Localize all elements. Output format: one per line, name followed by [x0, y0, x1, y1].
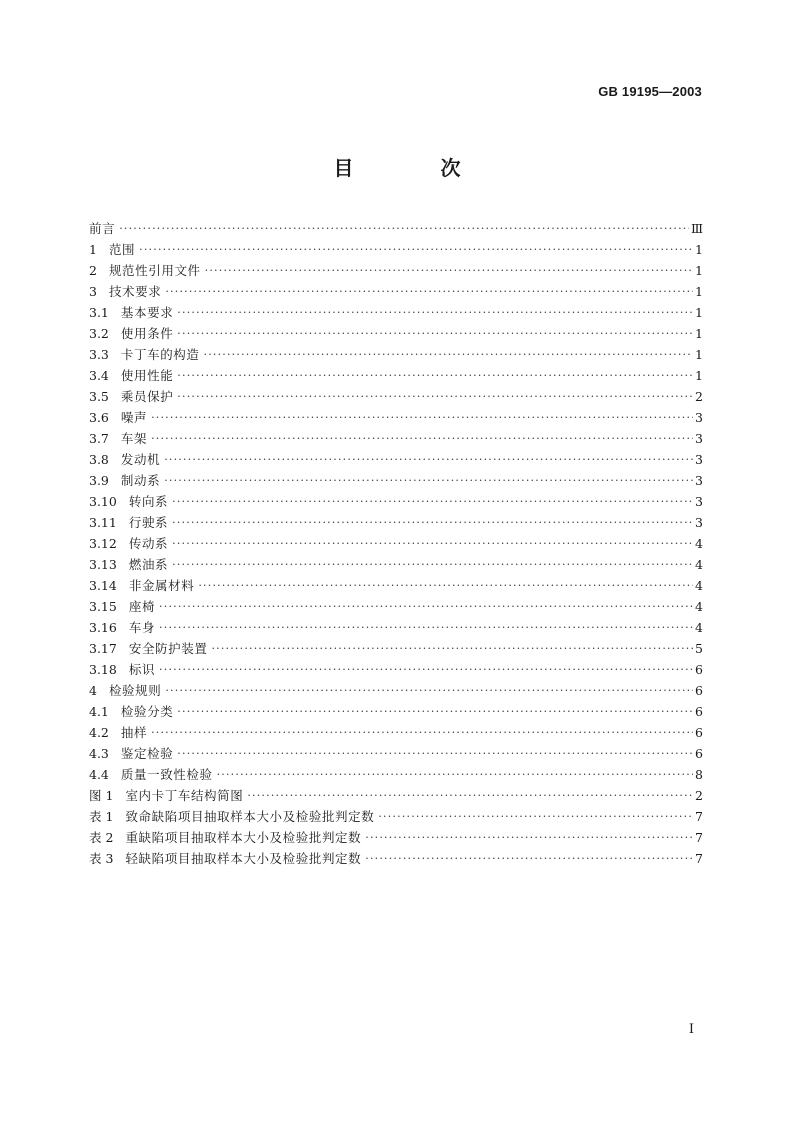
toc-entry[interactable]: [89, 596, 703, 617]
toc-entry-page: 6: [695, 683, 703, 698]
toc-entry-page: 3: [695, 515, 703, 530]
toc-entry-number: 4.2: [89, 725, 109, 740]
toc-dot-leader: [177, 302, 693, 323]
table-of-contents: [89, 218, 703, 869]
toc-entry-number: 表 2: [89, 830, 114, 845]
toc-entry-label: 车身: [128, 620, 156, 635]
toc-entry-label: 座椅: [128, 599, 156, 614]
toc-entry-label: 制动系: [120, 473, 161, 488]
toc-entry-label: 检验规则: [108, 683, 162, 698]
toc-entry[interactable]: [89, 470, 703, 491]
toc-entry-number: 3.6: [89, 410, 109, 425]
toc-dot-leader: [151, 407, 693, 428]
toc-entry-number: 3.7: [89, 431, 109, 446]
toc-dot-leader: [177, 743, 693, 764]
toc-dot-leader: [172, 533, 693, 554]
toc-entry-page: 6: [695, 662, 703, 677]
toc-entry[interactable]: [89, 512, 703, 533]
page-title: 目 次: [333, 156, 501, 180]
toc-entry-page: 7: [695, 851, 703, 866]
toc-entry-number: 3.11: [89, 515, 117, 530]
toc-entry-number: 3.14: [89, 578, 117, 593]
toc-dot-leader: [151, 428, 693, 449]
toc-entry[interactable]: [89, 323, 703, 344]
toc-dot-leader: [165, 680, 693, 701]
toc-entry-label: 检验分类: [120, 704, 174, 719]
toc-entry[interactable]: [89, 428, 703, 449]
toc-dot-leader: [172, 512, 693, 533]
toc-entry-label: 技术要求: [108, 284, 162, 299]
page-number: I: [688, 1022, 694, 1037]
toc-entry-label: 标识: [128, 662, 156, 677]
toc-entry[interactable]: [89, 386, 703, 407]
toc-dot-leader: [177, 365, 693, 386]
toc-entry-number: 3.3: [89, 347, 109, 362]
toc-entry-label: 非金属材料: [128, 578, 195, 593]
toc-dot-leader: [217, 764, 693, 785]
toc-dot-leader: [172, 491, 693, 512]
toc-entry-label: 规范性引用文件: [108, 263, 201, 278]
toc-dot-leader: [159, 617, 693, 638]
toc-entry-page: 3: [695, 410, 703, 425]
toc-entry-page: 4: [695, 536, 703, 551]
toc-entry-number: 3.2: [89, 326, 109, 341]
toc-dot-leader: [247, 785, 693, 806]
toc-dot-leader: [198, 575, 693, 596]
toc-entry-page: 1: [695, 368, 703, 383]
toc-entry-page: 1: [695, 284, 703, 299]
toc-entry-label: 噪声: [120, 410, 148, 425]
toc-entry-label: 轻缺陷项目抽取样本大小及检验批判定数: [125, 851, 362, 866]
toc-entry-page: 7: [695, 809, 703, 824]
toc-entry-number: 表 3: [89, 851, 114, 866]
toc-entry[interactable]: [89, 575, 703, 596]
toc-entry-page: 5: [695, 641, 703, 656]
toc-entry-number: 3.1: [89, 305, 109, 320]
toc-dot-leader: [177, 323, 693, 344]
toc-dot-leader: [365, 827, 693, 848]
toc-entry-number: 2: [89, 263, 97, 278]
toc-entry[interactable]: [89, 827, 703, 848]
toc-entry-page: 7: [695, 830, 703, 845]
toc-entry-number: 3.12: [89, 536, 117, 551]
toc-dot-leader: [172, 554, 693, 575]
toc-dot-leader: [177, 386, 693, 407]
toc-entry[interactable]: [89, 218, 703, 239]
toc-entry-page: 3: [695, 452, 703, 467]
toc-entry-label: 抽样: [120, 725, 148, 740]
toc-entry-label: 转向系: [128, 494, 169, 509]
toc-dot-leader: [177, 701, 693, 722]
toc-entry-label: 使用条件: [120, 326, 174, 341]
toc-entry-number: 4.3: [89, 746, 109, 761]
toc-entry-label: 乘员保护: [120, 389, 174, 404]
toc-entry-page: 4: [695, 578, 703, 593]
toc-entry[interactable]: [89, 701, 703, 722]
toc-dot-leader: [205, 260, 693, 281]
toc-entry-page: 6: [695, 725, 703, 740]
toc-entry-label: 质量一致性检验: [120, 767, 213, 782]
toc-dot-leader: [139, 239, 693, 260]
toc-entry[interactable]: [89, 848, 703, 869]
toc-dot-leader: [159, 659, 693, 680]
toc-entry-label: 使用性能: [120, 368, 174, 383]
toc-entry-page: 3: [695, 431, 703, 446]
toc-entry[interactable]: [89, 365, 703, 386]
toc-entry-number: 3.10: [89, 494, 117, 509]
toc-entry-label: 室内卡丁车结构简图: [125, 788, 244, 803]
toc-entry[interactable]: [89, 659, 703, 680]
toc-entry[interactable]: [89, 722, 703, 743]
toc-entry-page: 1: [695, 305, 703, 320]
toc-entry-number: 3: [89, 284, 97, 299]
toc-entry[interactable]: [89, 344, 703, 365]
toc-entry[interactable]: [89, 806, 703, 827]
toc-entry-number: 3.16: [89, 620, 117, 635]
toc-entry-number: 4.4: [89, 767, 109, 782]
toc-dot-leader: [165, 281, 693, 302]
toc-dot-leader: [151, 722, 693, 743]
toc-entry-label: 安全防护装置: [128, 641, 208, 656]
toc-entry[interactable]: [89, 407, 703, 428]
toc-entry-page: 1: [695, 347, 703, 362]
toc-dot-leader: [365, 848, 693, 869]
toc-entry-number: 4.1: [89, 704, 109, 719]
toc-entry[interactable]: [89, 281, 703, 302]
toc-dot-leader: [164, 470, 693, 491]
toc-entry[interactable]: [89, 764, 703, 785]
toc-entry-label: 车架: [120, 431, 148, 446]
toc-entry-page: 1: [695, 263, 703, 278]
toc-entry-page: 3: [695, 473, 703, 488]
toc-entry[interactable]: [89, 638, 703, 659]
toc-entry-page: 1: [695, 326, 703, 341]
toc-entry-number: 4: [89, 683, 97, 698]
toc-entry-page: 6: [695, 704, 703, 719]
toc-entry-label: 致命缺陷项目抽取样本大小及检验批判定数: [125, 809, 375, 824]
toc-entry-page: 6: [695, 746, 703, 761]
toc-entry[interactable]: [89, 554, 703, 575]
toc-entry-label: 卡丁车的构造: [120, 347, 200, 362]
toc-entry[interactable]: [89, 617, 703, 638]
toc-entry[interactable]: [89, 491, 703, 512]
toc-entry-label: 基本要求: [120, 305, 174, 320]
toc-dot-leader: [164, 449, 693, 470]
toc-entry-label: 鉴定检验: [120, 746, 174, 761]
toc-dot-leader: [159, 596, 693, 617]
toc-entry-label: 重缺陷项目抽取样本大小及检验批判定数: [125, 830, 362, 845]
toc-entry-page: 4: [695, 557, 703, 572]
toc-entry-page: 4: [695, 620, 703, 635]
toc-entry-number: 3.4: [89, 368, 109, 383]
toc-entry-page: 2: [695, 389, 703, 404]
toc-entry[interactable]: [89, 239, 703, 260]
toc-entry-number: 1: [89, 242, 97, 257]
toc-entry-label: 前言: [89, 221, 116, 236]
toc-entry-number: 图 1: [89, 788, 114, 803]
toc-entry-number: 3.8: [89, 452, 109, 467]
toc-entry-number: 3.17: [89, 641, 117, 656]
toc-entry-page: 8: [695, 767, 703, 782]
toc-entry-label: 传动系: [128, 536, 169, 551]
toc-entry-page: 3: [695, 494, 703, 509]
toc-entry[interactable]: [89, 785, 703, 806]
toc-entry-label: 行驶系: [128, 515, 169, 530]
toc-entry-page: 4: [695, 599, 703, 614]
toc-entry-page: 2: [695, 788, 703, 803]
toc-entry[interactable]: [89, 449, 703, 470]
toc-dot-leader: [378, 806, 693, 827]
toc-entry-label: 范围: [108, 242, 136, 257]
standard-code: GB 19195—2003: [598, 84, 702, 99]
toc-entry[interactable]: [89, 302, 703, 323]
toc-entry[interactable]: [89, 743, 703, 764]
toc-entry-number: 3.18: [89, 662, 117, 677]
toc-dot-leader: [204, 344, 694, 365]
toc-entry-label: 发动机: [120, 452, 161, 467]
toc-entry[interactable]: [89, 680, 703, 701]
toc-entry[interactable]: [89, 533, 703, 554]
toc-entry-number: 3.15: [89, 599, 117, 614]
toc-entry-number: 表 1: [89, 809, 114, 824]
toc-entry-number: 3.5: [89, 389, 109, 404]
toc-entry[interactable]: [89, 260, 703, 281]
toc-entry-number: 3.13: [89, 557, 117, 572]
toc-dot-leader: [211, 638, 693, 659]
toc-entry-page: Ⅲ: [690, 221, 703, 236]
toc-dot-leader: [119, 218, 689, 239]
toc-entry-number: 3.9: [89, 473, 109, 488]
toc-entry-page: 1: [695, 242, 703, 257]
toc-entry-label: 燃油系: [128, 557, 169, 572]
